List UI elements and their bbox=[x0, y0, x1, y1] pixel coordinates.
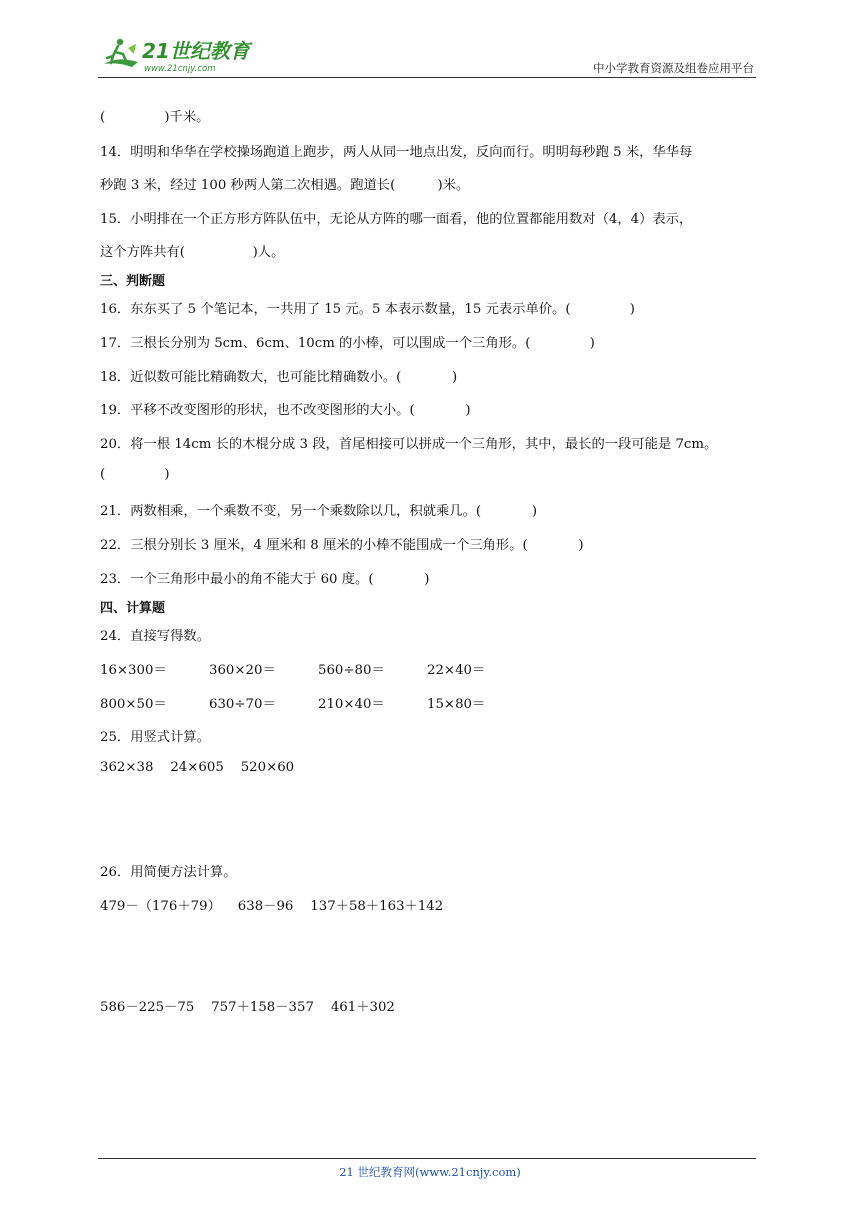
footer-source: 21 世纪教育网(www.21cnjy.com) bbox=[339, 1165, 521, 1179]
section-4-heading: 四、计算题 bbox=[100, 601, 166, 616]
question-20-line-1: 20．将一根 14cm 长的木棍分成 3 段，首尾相接可以拼成一个三角形，其中，最长的一段可能是 7cm。 bbox=[100, 437, 718, 452]
question-16: 16．东东买了 5 个笔记本，一共用了 15 元。5 本表示数量，15 元表示单价。( ) bbox=[100, 302, 635, 317]
question-24-row-1: 16×300＝ 360×20＝ 560÷80＝ 22×40＝ bbox=[100, 663, 486, 678]
question-24-row-2: 800×50＝ 630÷70＝ 210×40＝ 15×80＝ bbox=[100, 697, 486, 712]
page-header bbox=[98, 28, 756, 78]
svg-text:www.21cnjy.com: www.21cnjy.com bbox=[144, 64, 216, 74]
svg-text:21世纪教育: 21世纪教育 bbox=[142, 39, 250, 63]
question-26: 26．用简便方法计算。 bbox=[100, 865, 237, 880]
question-14-line-1: 14．明明和华华在学校操场跑道上跑步，两人从同一地点出发，反向而行。明明每秒跑 5 米，华华每 bbox=[100, 145, 693, 160]
question-19: 19．平移不改变图形的形状，也不改变图形的大小。( ) bbox=[100, 403, 471, 418]
question-20-line-2: ( ) bbox=[100, 467, 170, 482]
question-18: 18．近似数可能比精确数大，也可能比精确数小。( ) bbox=[100, 370, 458, 385]
footer-divider bbox=[98, 1158, 756, 1159]
21cnjy-logo bbox=[98, 34, 258, 76]
section-3-heading: 三、判断题 bbox=[100, 274, 166, 289]
question-15-line-1: 15．小明排在一个正方形方阵队伍中，无论从方阵的哪一面看，他的位置都能用数对（4，4）表示， bbox=[100, 212, 693, 227]
question-21: 21．两数相乘，一个乘数不变，另一个乘数除以几，积就乘几。( ) bbox=[100, 504, 538, 519]
question-23: 23．一个三角形中最小的角不能大于 60 度。( ) bbox=[100, 572, 430, 587]
question-15-line-2: 这个方阵共有( )人。 bbox=[100, 245, 285, 260]
question-24: 24．直接写得数。 bbox=[100, 629, 210, 644]
question-25: 25．用竖式计算。 bbox=[100, 730, 210, 745]
question-26-row-1: 479－（176＋79） 638－96 137＋58＋163＋142 bbox=[100, 899, 444, 914]
question-13-continuation: ( )千米。 bbox=[100, 110, 210, 125]
question-25-problems: 362×38 24×605 520×60 bbox=[100, 760, 295, 775]
question-14-line-2: 秒跑 3 米，经过 100 秒两人第二次相遇。跑道长( )米。 bbox=[100, 178, 470, 193]
question-26-row-2: 586－225－75 757＋158－357 461＋302 bbox=[100, 1000, 395, 1015]
question-17: 17．三根长分别为 5cm、6cm、10cm 的小棒，可以围成一个三角形。( ) bbox=[100, 336, 595, 351]
header-divider bbox=[98, 77, 756, 78]
platform-name: 中小学教育资源及组卷应用平台 bbox=[593, 61, 754, 75]
question-22: 22．三根分别长 3 厘米，4 厘米和 8 厘米的小棒不能围成一个三角形。( ) bbox=[100, 538, 584, 553]
